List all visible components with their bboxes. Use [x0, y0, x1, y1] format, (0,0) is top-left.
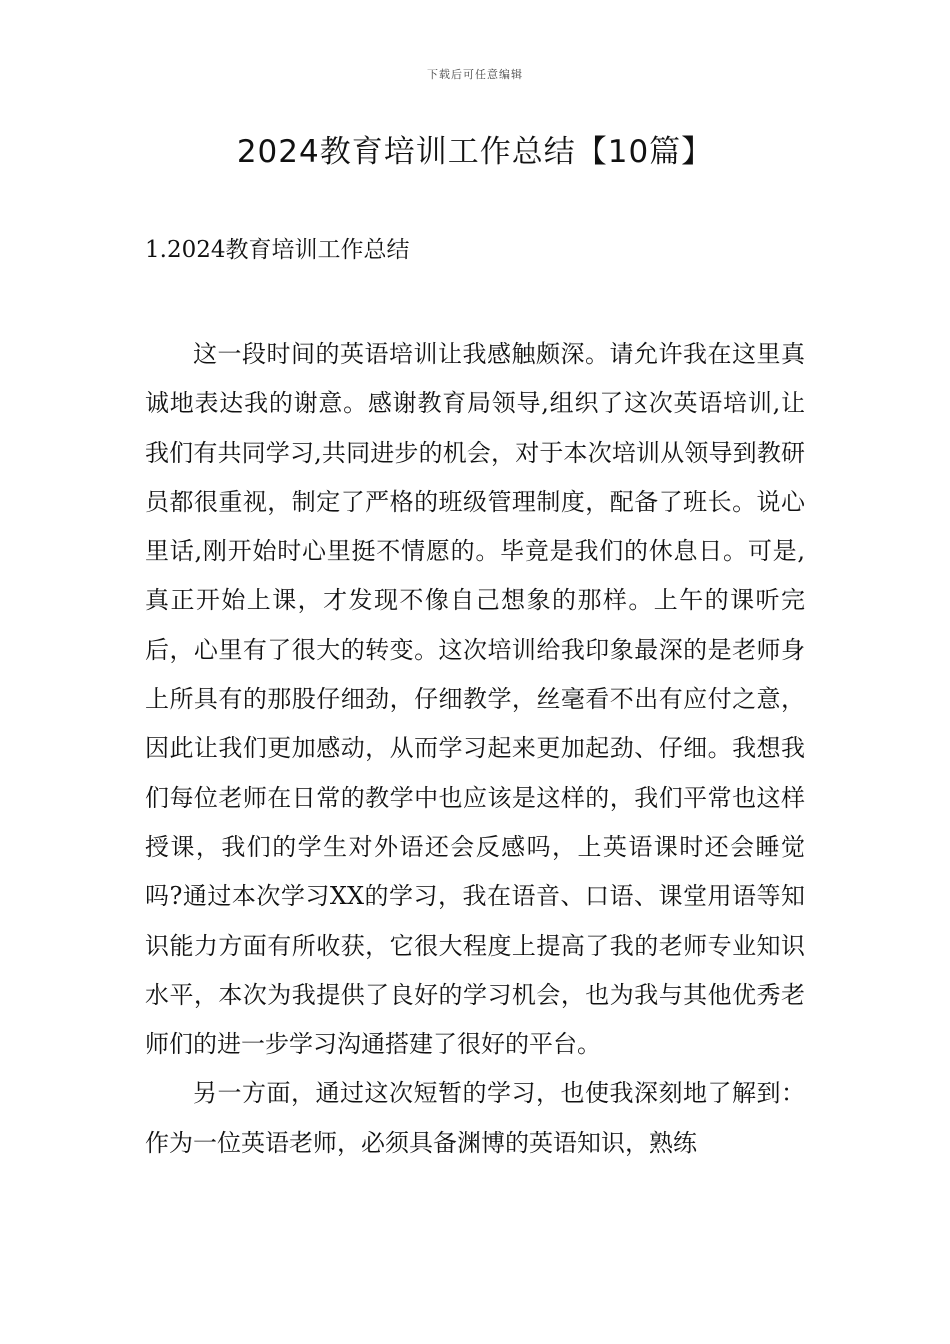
header-note: 下载后可任意编辑	[427, 68, 523, 81]
paragraph: 另一方面，通过这次短暂的学习，也使我深刻地了解到：作为一位英语老师，必须具备渊博的英语知识，熟练	[145, 1079, 805, 1157]
document-title: 2024教育培训工作总结【10篇】	[236, 134, 714, 170]
paragraph: 这一段时间的英语培训让我感触颇深。请允许我在这里真诚地表达我的谢意。感谢教育局领导,组织了这次英语培训,让我们有共同学习,共同进步的机会，对于本次培训从领导到教研员都很重视，制定了严格的班级管理制度，配备了班长。说心里话,刚开始时心里挺不情愿的。毕竟是我们的休息日。可是,真正开始上课，才发现不像自己想象的那样。上午的课听完后，心里有了很大的转变。这次培训给我印象最深的是老师身上所具有的那股仔细劲，仔细教学，丝毫看不出有应付之意，因此让我们更加感动，从而学习起来更加起劲、仔细。我想我们每位老师在日常的教学中也应该是这样的，我们平常也这样授课，我们的学生对外语还会反感吗，上英语课时还会睡觉吗?通过本次学习XX的学习，我在语音、口语、课堂用语等知识能力方面有所收获，它很大程度上提高了我的老师专业知识水平，本次为我提供了良好的学习机会，也为我与其他优秀老师们的进一步学习沟通搭建了很好的平台。	[145, 340, 805, 1059]
section-heading: 1.2024教育培训工作总结	[145, 237, 410, 263]
document-body	[145, 330, 805, 1168]
